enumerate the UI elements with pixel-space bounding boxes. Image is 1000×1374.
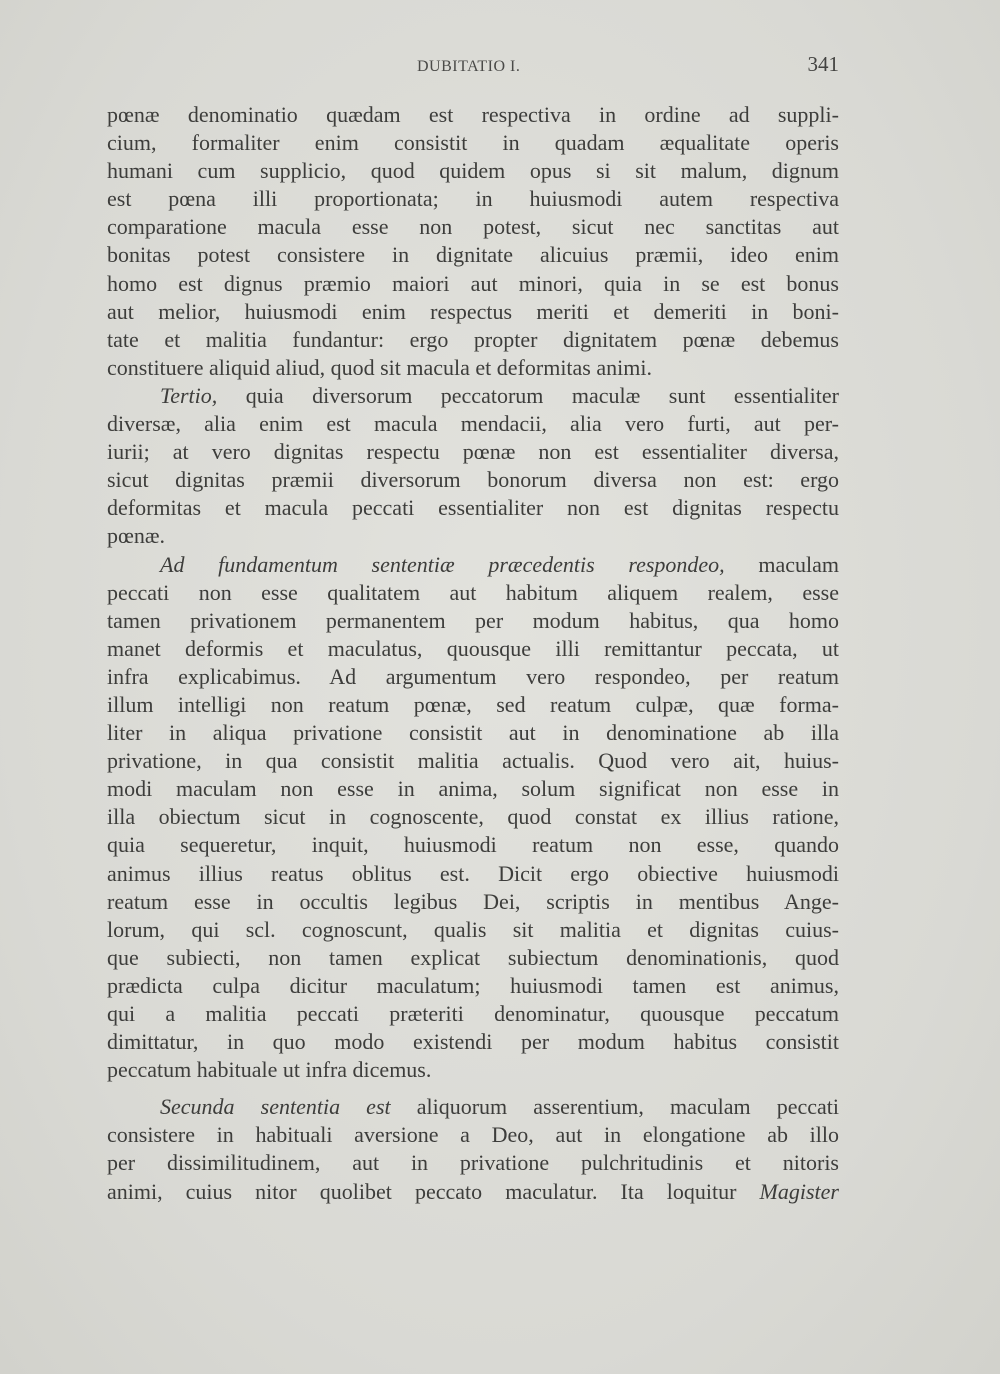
text-line: Ad fundamentum sententiæ præcedentis respondeo, maculam [160, 551, 839, 577]
text-line: illum intelligi non reatum pœnæ, sed reatum culpæ, quæ forma- [107, 691, 839, 717]
text-line: consistere in habituali aversione a Deo, aut in elongatione ab illo [107, 1122, 839, 1148]
text-line: liter in aliqua privatione consistit aut in denominatione ab illa [107, 720, 839, 746]
text-line: quia sequeretur, inquit, huiusmodi reatum non esse, quando [107, 832, 839, 858]
text-line: constituere aliquid aliud, quod sit macula et deformitas animi. [107, 354, 652, 380]
text-line: iurii; at vero dignitas respectu pœnæ non est essentialiter diversa, [107, 439, 839, 465]
text-line: animi, cuius nitor quolibet peccato maculatur. Ita loquitur Magister [107, 1178, 839, 1204]
text-line: modi maculam non esse in anima, solum significat non esse in [107, 776, 839, 802]
text-line: Tertio, quia diversorum peccatorum maculæ sunt essentialiter [160, 382, 839, 408]
text-line: diversæ, alia enim est macula mendacii, alia vero furti, aut per- [107, 411, 839, 437]
text-line: tamen privationem permanentem per modum habitus, qua homo [107, 607, 839, 633]
italic-phrase: Tertio, [160, 382, 218, 408]
text-line: cium, formaliter enim consistit in quadam æqualitate operis [107, 130, 839, 156]
italic-phrase: Secunda sententia est [160, 1094, 391, 1120]
text-line: tate et malitia fundantur: ergo propter dignitatem pœnæ debemus [107, 326, 839, 352]
text-line: pœnæ denominatio quædam est respectiva in ordine ad suppli- [107, 102, 839, 127]
running-head [107, 52, 839, 82]
text-line: humani cum supplicio, quod quidem opus si sit malum, dignum [107, 158, 839, 184]
text-line: animus illius reatus oblitus est. Dicit ergo obiective huiusmodi [107, 860, 839, 886]
text-line: aut melior, huiusmodi enim respectus meriti et demeriti in boni- [107, 298, 839, 324]
page-number: 341 [807, 52, 839, 76]
text-line: infra explicabimus. Ad argumentum vero respondeo, per reatum [107, 663, 839, 689]
text-line: Secunda sententia est aliquorum asserentium, maculam peccati [160, 1094, 839, 1120]
italic-phrase: Magister [759, 1178, 839, 1204]
text-line: per dissimilitudinem, aut in privatione pulchritudinis et nitoris [107, 1150, 839, 1176]
text-line: pœnæ. [107, 523, 166, 549]
text-line: privatione, in qua consistit malitia actualis. Quod vero ait, huius- [107, 748, 839, 774]
text-line: comparatione macula esse non potest, sicut nec sanctitas aut [107, 214, 839, 240]
text-line: peccatum habituale ut infra dicemus. [107, 1057, 432, 1083]
text-line: illa obiectum sicut in cognoscente, quod constat ex illius ratione, [107, 804, 839, 830]
text-line: manet deformis et maculatus, quousque illi remittantur peccata, ut [107, 635, 839, 661]
text-line: dimittatur, in quo modo existendi per modum habitus consistit [107, 1029, 839, 1055]
text-line: deformitas et macula peccati essentialiter non est dignitas respectu [107, 495, 839, 521]
text-line: reatum esse in occultis legibus Dei, scriptis in mentibus Ange- [107, 888, 839, 914]
text-line: qui a malitia peccati præteriti denominatur, quousque peccatum [107, 1001, 839, 1026]
body-text [107, 101, 839, 1206]
text-line: sicut dignitas præmii diversorum bonorum diversa non est: ergo [107, 467, 839, 493]
text-line: que subiecti, non tamen explicat subiectum denominationis, quod [107, 944, 839, 970]
text-line: peccati non esse qualitatem aut habitum aliquem realem, esse [107, 579, 839, 605]
text-line: homo est dignus præmio maiori aut minori, quia in se est bonus [107, 270, 839, 296]
text-line: bonitas potest consistere in dignitate alicuius præmii, ideo enim [107, 242, 839, 268]
text-line: lorum, qui scl. cognoscunt, qualis sit malitia et dignitas cuius- [107, 916, 839, 942]
text-line: est pœna illi proportionata; in huiusmodi autem respectiva [107, 186, 839, 212]
text-line: prædicta culpa dicitur maculatum; huiusmodi tamen est animus, [107, 972, 839, 998]
italic-phrase: Ad fundamentum sententiæ præcedentis respondeo, [160, 551, 725, 577]
running-title: DUBITATIO I. [417, 58, 521, 75]
